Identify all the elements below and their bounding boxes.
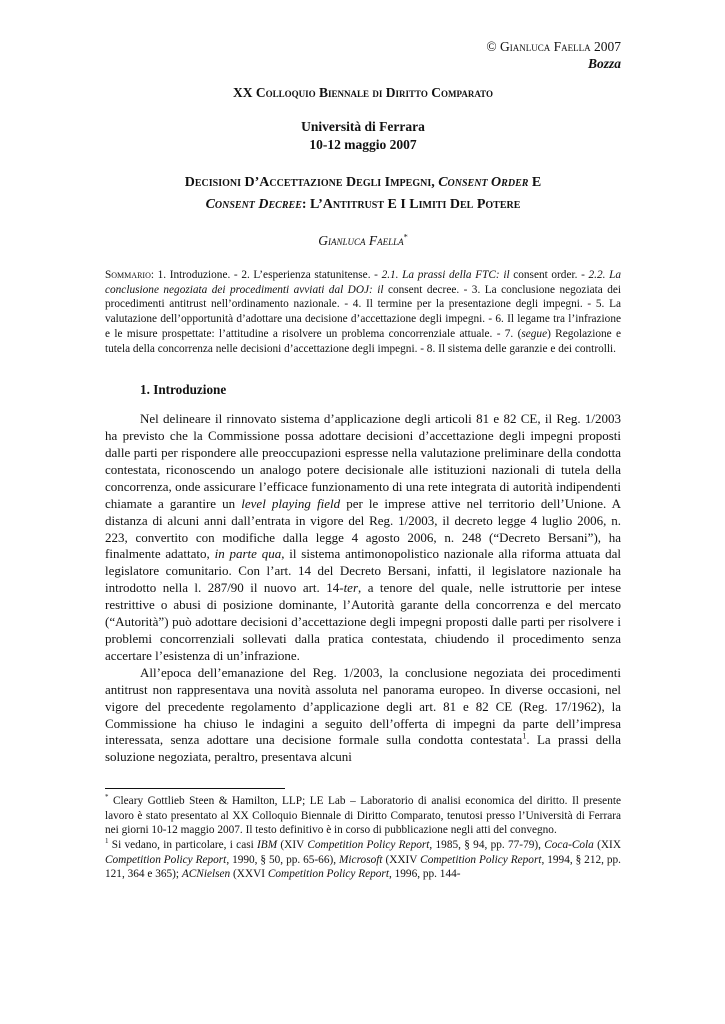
paper-title: Decisioni D’Accettazione Degli Impegni, Consent Order E Consent Decree: L’Antitrust E I Limiti Del Potere [184, 175, 542, 212]
body-paragraph-2: All’epoca dell’emanazione del Reg. 1/2003, la conclusione negoziata dei procedimenti antitrust non rappresentava una novità assoluta nel panorama europeo. In diverse occasioni, nel vigore del precedente regolamento d’applicazione degli art. 81 e 82 CE (Reg. 17/1962), la Commissione ha chiuso le indagini a seguito dell’offerta di impegni da parte dell’impresa interessata, senza adottare una decisione formale sulla condotta contestata$^1$. La prassi della soluzione negoziata, peraltro, presentava alcuni [105, 664, 621, 765]
author-name: Gianluca Faella* [318, 232, 408, 248]
venue-block [105, 118, 621, 153]
footnote-author-affiliation: * Cleary Gottlieb Steen & Hamilton, LLP; LE Lab – Laboratorio di analisi economica del diritto. Il presente lavoro è stato presentato al XX Colloquio Biennale di Diritto Comparato, tenutosi presso l’Università di Ferrara nei giorni 10-12 maggio 2007. Il testo definitivo è in corso di pubblicazione negli atti del convegno. [105, 793, 621, 837]
footnote-separator [105, 788, 285, 789]
copyright-line: © Gianluca Faella 2007 [486, 39, 621, 54]
body-paragraph-1: Nel delineare il rinnovato sistema d’applicazione degli articoli 81 e 82 CE, il Reg. 1/2003 ha previsto che la Commissione possa adottare decisioni d’accettazione degli impegni proposti dalle parti per rispondere alle preoccupazioni espresse nella valutazione preliminare della condotta contestata, riconoscendo un analogo potere decisionale alle istituzioni nazionali di tutela della concorrenza, onde assicurare l’efficace funzionamento di una rete integrata di autorità indipendenti chiamate a garantire un level playing field per le imprese attive nel territorio dell’Unione. A distanza di alcuni anni dall’entrata in vigore del Reg. 1/2003, il decreto legge 4 luglio 2006, n. 223, convertito con modifiche dalla legge 4 agosto 2006, n. 248 (“Decreto Bersani”), ha finalmente adattato, in parte qua, il sistema antimonopolistico nazionale alla riforma attuata dal legislatore comunitario. Con l’art. 14 del Decreto Bersani, infatti, il legislatore nazionale ha introdotto nella l. 287/90 il nuovo art. 14-ter, a tenore del quale, nelle istruttorie per intese restrittive o abusi di posizione dominante, l’Autorità garante della concorrenza e del mercato (“Autorità”) può adottare decisioni d’accettazione degli impegni proposti dalle parti per risolvere i problemi concorrenziali sollevati dalla pratica contestata, chiudendo il procedimento senza accertare l’esistenza di un’infrazione. [105, 411, 621, 663]
draft-label: Bozza [587, 56, 621, 71]
event-dates: 10-12 maggio 2007 [309, 136, 417, 152]
footnote-1: $^1$ Si vedano, in particolare, i casi IBM (XIV Competition Policy Report, 1985, § 94, pp. 77-79), Coca-Cola (XIX Competition Policy Report, 1990, § 50, pp. 65-66), Microsoft (XXIV Competition Policy Report, 1994, § 212, pp. 121, 364 e 365); ACNielsen (XXVI Competition Policy Report, 1996, pp. 144- [105, 837, 622, 881]
summary-paragraph: Sommario: 1. Introduzione. - 2. L’esperienza statunitense. - 2.1. La prassi della FTC: il consent order. - 2.2. La conclusione negoziata dei procedimenti avviati dal DOJ: il consent decree. - 3. La conclusione negoziata dei procedimenti antitrust nell’ordinamento nazionale. - 4. Il termine per la presentazione degli impegni. - 5. La valutazione dell’opportunità d’adottare una decisione d’accettazione degli impegni. - 6. Il legame tra l’infrazione e le misure prospettate: l’attitudine a risolvere un problema concorrenziale attuale. - 7. (segue) Regolazione e tutela della concorrenza nelle decisioni d’accettazione degli impegni. - 8. Il sistema delle garanzie e dei controlli. [105, 269, 622, 355]
conference-title: XX Colloquio Biennale di Diritto Comparato [233, 85, 493, 100]
section-heading: 1. Introduzione [140, 382, 227, 398]
venue-name: Università di Ferrara [301, 119, 425, 134]
